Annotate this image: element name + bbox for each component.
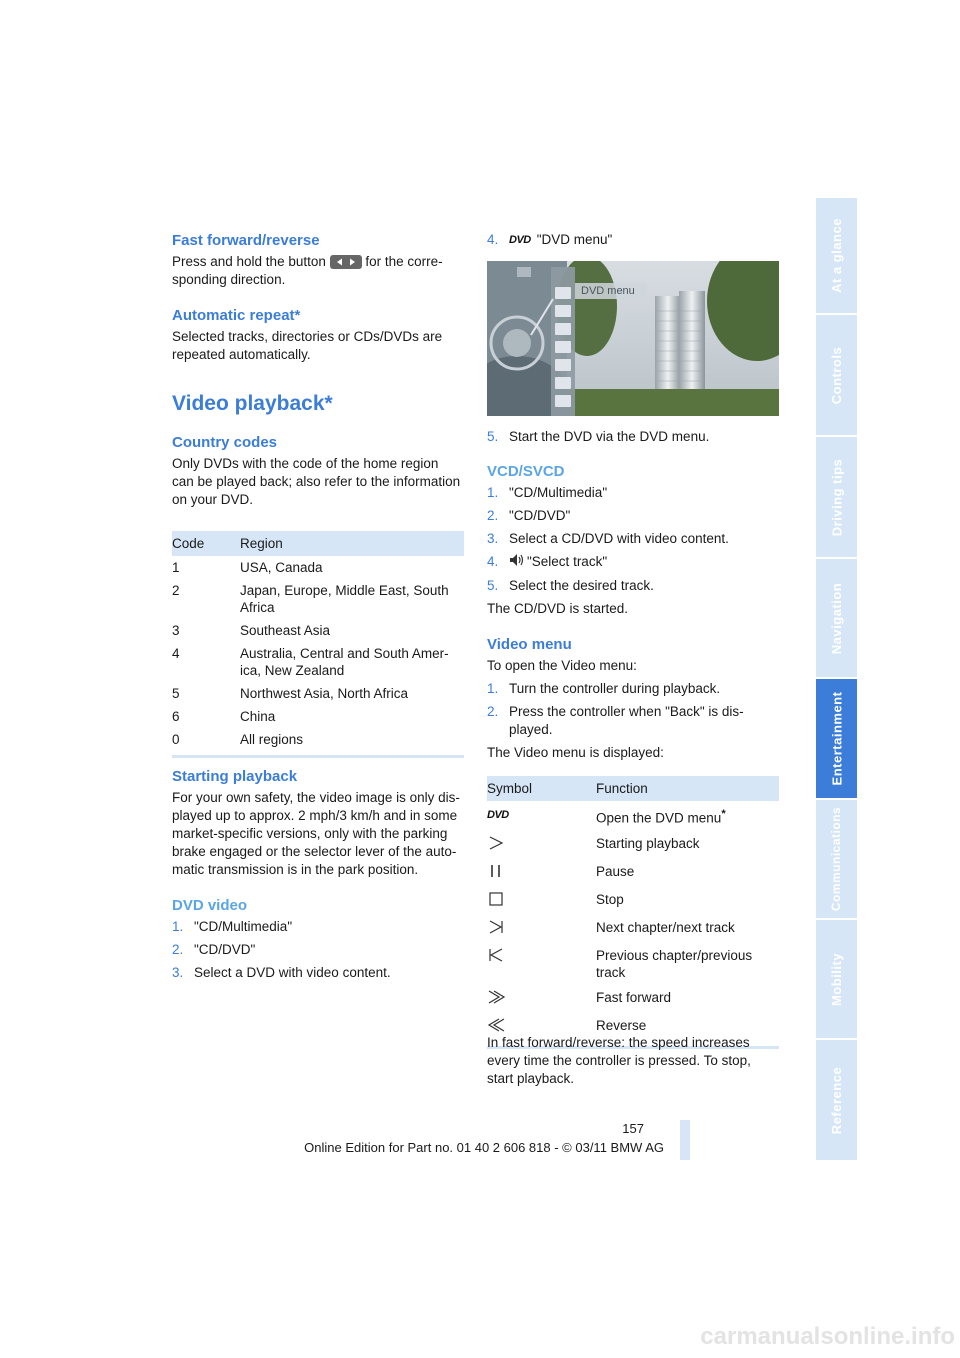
dvd-video-heading: DVD video xyxy=(172,897,248,914)
sidebar-tab-navigation[interactable]: Navigation xyxy=(816,559,857,677)
page-marker xyxy=(680,1120,690,1160)
table-row: Fast forward xyxy=(487,984,779,1012)
list-item: 1. "CD/Multimedia" xyxy=(172,919,293,934)
sidebar-tab-entertainment[interactable]: Entertainment xyxy=(816,679,857,798)
list-item: 3. Select a DVD with video content. xyxy=(172,965,391,980)
sidebar-tab-controls[interactable]: Controls xyxy=(816,315,857,435)
fast-forward-text: Press and hold the button for the corre- sponding direction. xyxy=(172,254,443,287)
table-row: Reverse xyxy=(487,1012,779,1040)
table-row: DVD Open the DVD menu* xyxy=(487,808,726,826)
dvd-logo-icon: DVD xyxy=(509,234,531,246)
rocker-button-icon xyxy=(330,255,362,269)
screen-menu-label: DVD menu xyxy=(581,285,635,297)
play-icon xyxy=(487,835,507,851)
table-row: 5 Northwest Asia, North Africa xyxy=(172,686,409,701)
dvd-menu-screenshot xyxy=(487,261,779,416)
dvd-video-steps xyxy=(172,918,467,982)
table-row: 6 China xyxy=(172,709,276,724)
page-number: 157 xyxy=(622,1121,644,1136)
fast-forward-note: In fast forward/reverse: the speed increases every time the controller is pressed. To stop, start playback. xyxy=(487,1035,751,1086)
sidebar-tab-mobility[interactable]: Mobility xyxy=(816,920,857,1038)
table-row: 0 All regions xyxy=(172,732,304,747)
list-item: 5. Select the desired track. xyxy=(487,578,654,593)
list-item: 1. Turn the controller during playback. xyxy=(487,681,721,696)
previous-track-icon xyxy=(487,947,507,963)
next-track-icon xyxy=(487,919,507,935)
fast-forward-icon xyxy=(487,989,507,1005)
watermark: carmanualsonline.info xyxy=(700,1323,955,1350)
vcd-steps xyxy=(487,484,782,595)
list-item: 1. "CD/Multimedia" xyxy=(487,485,608,500)
region-column-header: Region xyxy=(240,531,464,556)
table-row: Stop xyxy=(487,886,779,914)
video-playback-heading: Video playback* xyxy=(172,392,333,415)
table-row: Previous chapter/previous track xyxy=(487,942,779,984)
country-code-table xyxy=(172,531,464,758)
function-column-header: Function xyxy=(596,776,779,801)
video-menu-heading: Video menu xyxy=(487,636,572,653)
starting-playback-heading: Starting playback xyxy=(172,768,298,785)
sidebar-tab-communications[interactable]: Communications xyxy=(816,800,857,918)
fast-forward-heading: Fast forward/reverse xyxy=(172,232,320,249)
stop-icon xyxy=(487,891,507,907)
table-row: Pause xyxy=(487,858,779,886)
sidebar-tab-driving-tips[interactable]: Driving tips xyxy=(816,437,857,557)
list-item: 5. Start the DVD via the DVD menu. xyxy=(487,429,710,444)
pause-icon xyxy=(487,863,507,879)
symbol-column-header: Symbol xyxy=(487,776,596,801)
list-item: 4. DVD "DVD menu" xyxy=(487,232,613,247)
vcd-started-text: The CD/DVD is started. xyxy=(487,601,629,616)
vcd-svcd-heading: VCD/SVCD xyxy=(487,463,565,480)
edition-footer: Online Edition for Part no. 01 40 2 606 818 - © 03/11 BMW AG xyxy=(304,1140,664,1155)
list-item: 2. Press the controller when "Back" is dis-played. xyxy=(487,704,744,737)
dvd-logo-icon: DVD xyxy=(487,808,509,821)
table-row: 3 Southeast Asia xyxy=(172,623,331,638)
table-row: 2 Japan, Europe, Middle East, South Africa xyxy=(172,583,449,615)
automatic-repeat-heading: Automatic repeat* xyxy=(172,307,301,324)
list-item: 3. Select a CD/DVD with video content. xyxy=(487,531,729,546)
video-menu-displayed-text: The Video menu is displayed: xyxy=(487,745,664,760)
video-menu-table xyxy=(487,776,779,1049)
table-row: Starting playback xyxy=(487,830,779,858)
starting-playback-text: For your own safety, the video image is only dis- played up to approx. 2 mph/3 km/h and in some market-specific versions, only with the parking brake engaged or the selector lever of the auto- matic transmission is in the park position. xyxy=(172,790,460,877)
list-item: 2. "CD/DVD" xyxy=(487,508,571,523)
country-codes-heading: Country codes xyxy=(172,434,278,451)
code-column-header: Code xyxy=(172,531,240,556)
table-row: Next chapter/next track xyxy=(487,914,779,942)
sidebar-tab-reference[interactable]: Reference xyxy=(816,1040,857,1160)
table-row: 4 Australia, Central and South Amer-ica, New Zealand xyxy=(172,646,449,678)
reverse-icon xyxy=(487,1017,507,1033)
speaker-icon xyxy=(509,553,527,572)
table-row: 1 USA, Canada xyxy=(172,560,323,575)
country-codes-text: Only DVDs with the code of the home region can be played back; also refer to the information on your DVD. xyxy=(172,456,461,507)
sidebar-tab-at-a-glance[interactable]: At a glance xyxy=(816,198,857,313)
video-menu-intro: To open the Video menu: xyxy=(487,658,637,673)
list-item: 2. "CD/DVD" xyxy=(172,942,256,957)
list-item: 4. "Select track" xyxy=(487,553,782,572)
automatic-repeat-text: Selected tracks, directories or CDs/DVDs are repeated automatically. xyxy=(172,329,443,362)
